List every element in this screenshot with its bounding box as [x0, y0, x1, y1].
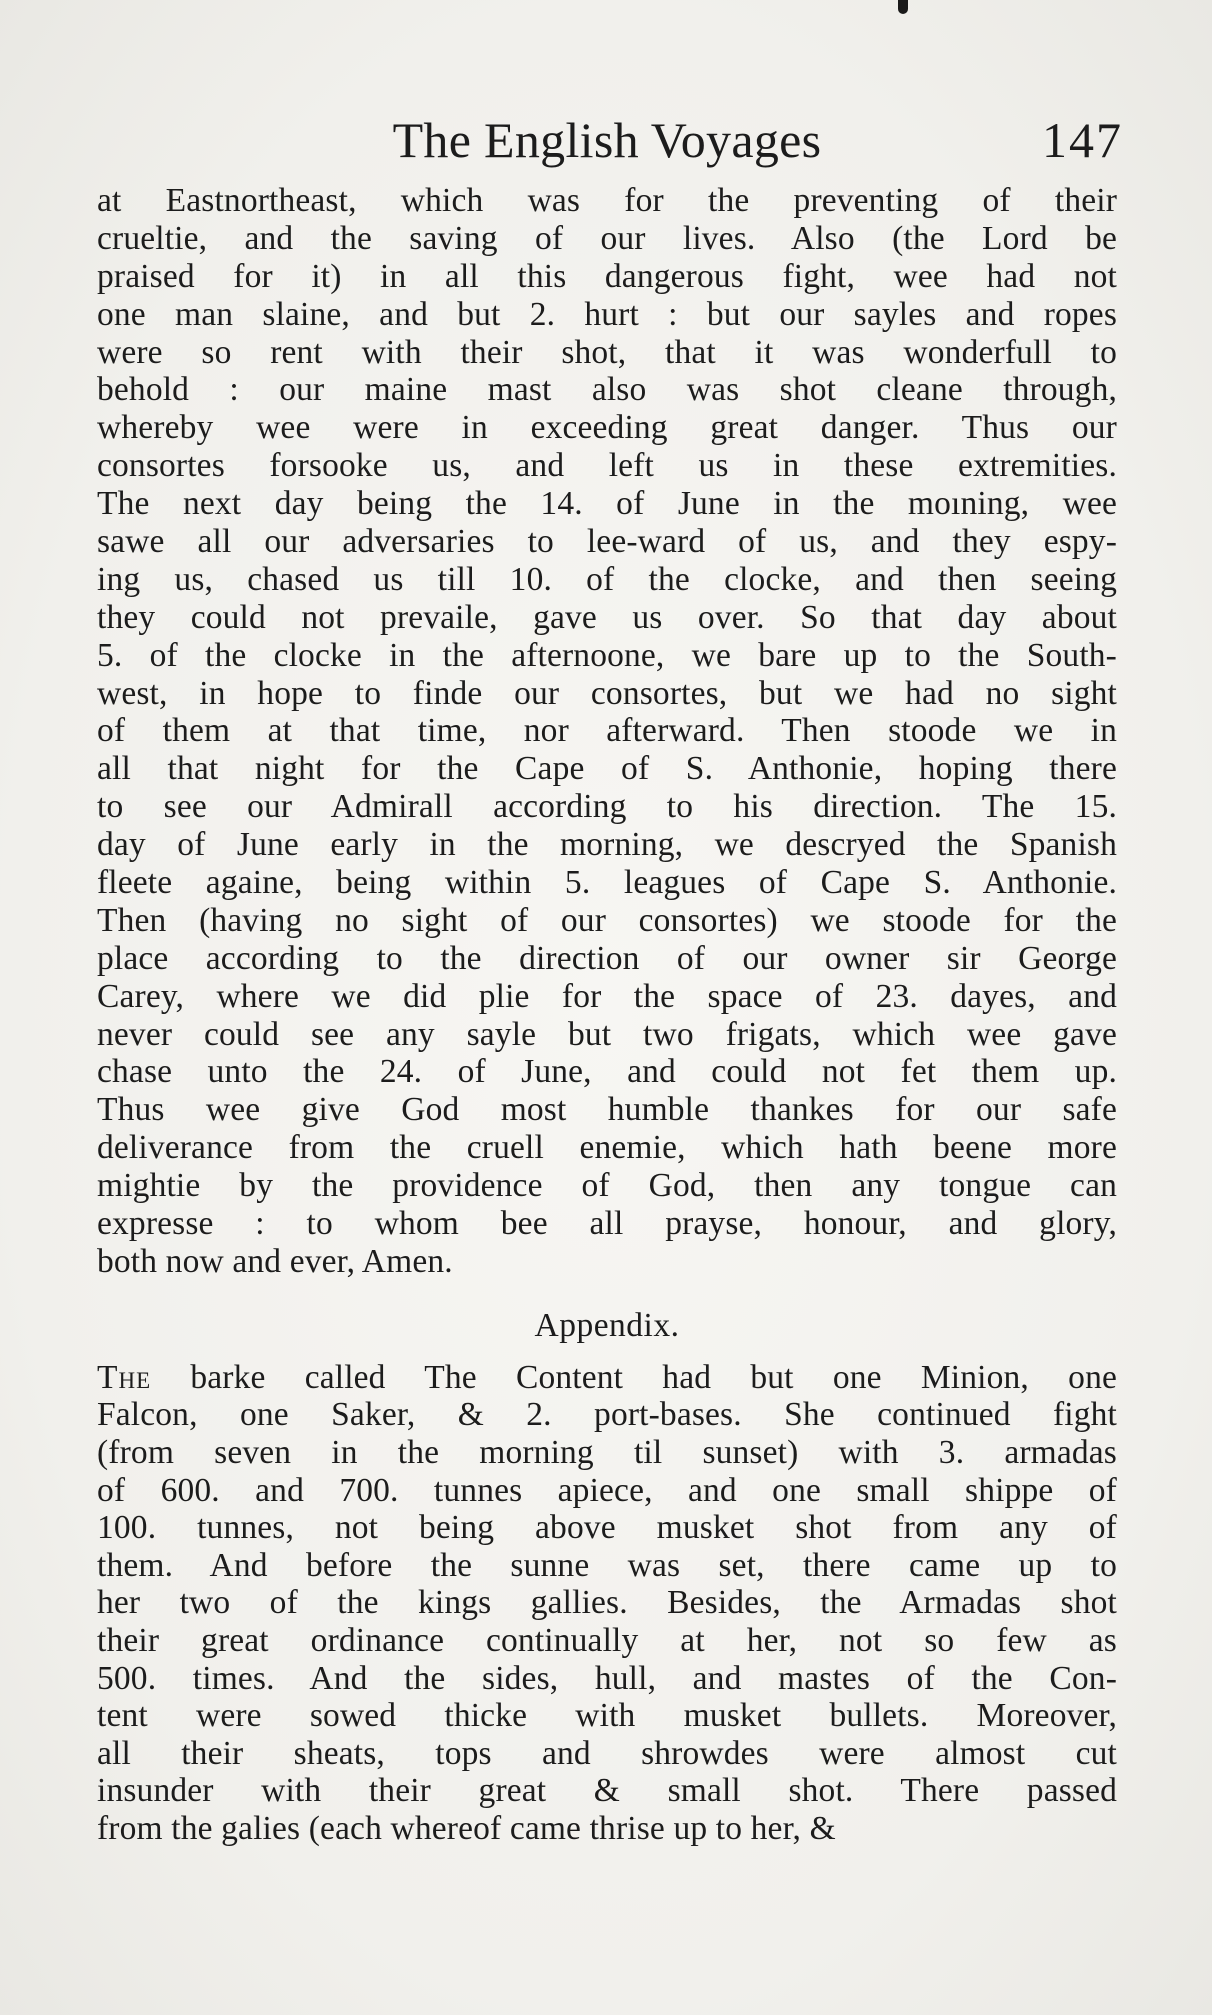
text-line: behold : our maine mast also was shot cleane through, [97, 371, 1117, 409]
text-line: never could see any sayle but two frigats, which wee gave [97, 1015, 1117, 1053]
text-line: both now and ever, Amen. [97, 1242, 453, 1280]
body-paragraph [97, 182, 1117, 1281]
text-line: (from seven in the morning til sunset) with 3. armadas [97, 1434, 1117, 1472]
text-line: expresse : to whom bee all prayse, honour, and glory, [97, 1205, 1117, 1243]
text-line: their great ordinance continually at her, not so few as [97, 1621, 1117, 1659]
text-line: Falcon, one Saker, & 2. port-bases. She continued fight [97, 1396, 1117, 1434]
running-head [97, 110, 1123, 182]
page-number: 147 [1042, 112, 1123, 168]
text-line: were so rent with their shot, that it was wonderfull to [97, 333, 1117, 371]
text-line: all that night for the Cape of S. Anthonie, hoping there [97, 750, 1117, 788]
text-line: praised for it) in all this dangerous fight, wee had not [97, 257, 1117, 295]
text-line: 100. tunnes, not being above musket shot from any of [97, 1509, 1117, 1547]
text-line: Then (having no sight of our consortes) we stoode for the [97, 901, 1117, 939]
text-line: her two of the kings gallies. Besides, the Armadas shot [97, 1584, 1117, 1622]
text-line: crueltie, and the saving of our lives. Also (the Lord be [97, 219, 1117, 257]
text-line: of them at that time, nor afterward. Then stoode we in [97, 712, 1117, 750]
appendix-heading: Appendix. [534, 1306, 680, 1344]
text-line: place according to the direction of our owner sir George [97, 939, 1117, 977]
page-text-block [97, 110, 1123, 1848]
text-line: sawe all our adversaries to lee-ward of us, and they espy- [97, 523, 1117, 561]
text-line: Thus wee give God most humble thankes for our safe [97, 1091, 1117, 1129]
text-line: to see our Admirall according to his direction. The 15. [97, 788, 1117, 826]
text-line: day of June early in the morning, we descryed the Spanish [97, 826, 1117, 864]
text-line: one man slaine, and but 2. hurt : but our sayles and ropes [97, 295, 1117, 333]
running-title: The English Voyages [392, 112, 822, 168]
text-line: mightie by the providence of God, then any tongue can [97, 1167, 1117, 1205]
text-line: 5. of the clocke in the afternoone, we bare up to the South- [97, 636, 1117, 674]
text-line: fleete againe, being within 5. leagues of Cape S. Anthonie. [97, 864, 1117, 902]
text-line: whereby wee were in exceeding great danger. Thus our [97, 409, 1117, 447]
text-line: The next day being the 14. of June in the moıning, wee [97, 485, 1117, 523]
text-line: they could not prevaile, gave us over. So that day about [97, 598, 1117, 636]
text-line: chase unto the 24. of June, and could not fet them up. [97, 1053, 1117, 1091]
text-line: tent were sowed thicke with musket bullets. Moreover, [97, 1697, 1117, 1735]
text-line: Carey, where we did plie for the space of 23. dayes, and [97, 977, 1117, 1015]
text-line: 500. times. And the sides, hull, and mastes of the Con- [97, 1659, 1117, 1697]
text-line: deliverance from the cruell enemie, which hath beene more [97, 1129, 1117, 1167]
text-line: ing us, chased us till 10. of the clocke, and then seeing [97, 560, 1117, 598]
text-line: of 600. and 700. tunnes apiece, and one small shippe of [97, 1471, 1117, 1509]
text-line [97, 1359, 1117, 1397]
text-line: from the galies (each whereof came thrise up to her, & [97, 1809, 836, 1847]
appendix-first-line-rest: barke called The Content had but one Minion, one [151, 1358, 1117, 1396]
ink-mark [898, 0, 908, 14]
appendix-first-word: The [97, 1358, 152, 1396]
text-line: them. And before the sunne was set, there came up to [97, 1546, 1117, 1584]
text-line: at Eastnortheast, which was for the preventing of their [97, 182, 1117, 219]
text-line: west, in hope to finde our consortes, but we had no sight [97, 674, 1117, 712]
text-line: all their sheats, tops and shrowdes were almost cut [97, 1734, 1117, 1772]
appendix-paragraph [97, 1359, 1117, 1848]
text-line: consortes forsooke us, and left us in these extremities. [97, 447, 1117, 485]
text-line: insunder with their great & small shot. There passed [97, 1772, 1117, 1810]
